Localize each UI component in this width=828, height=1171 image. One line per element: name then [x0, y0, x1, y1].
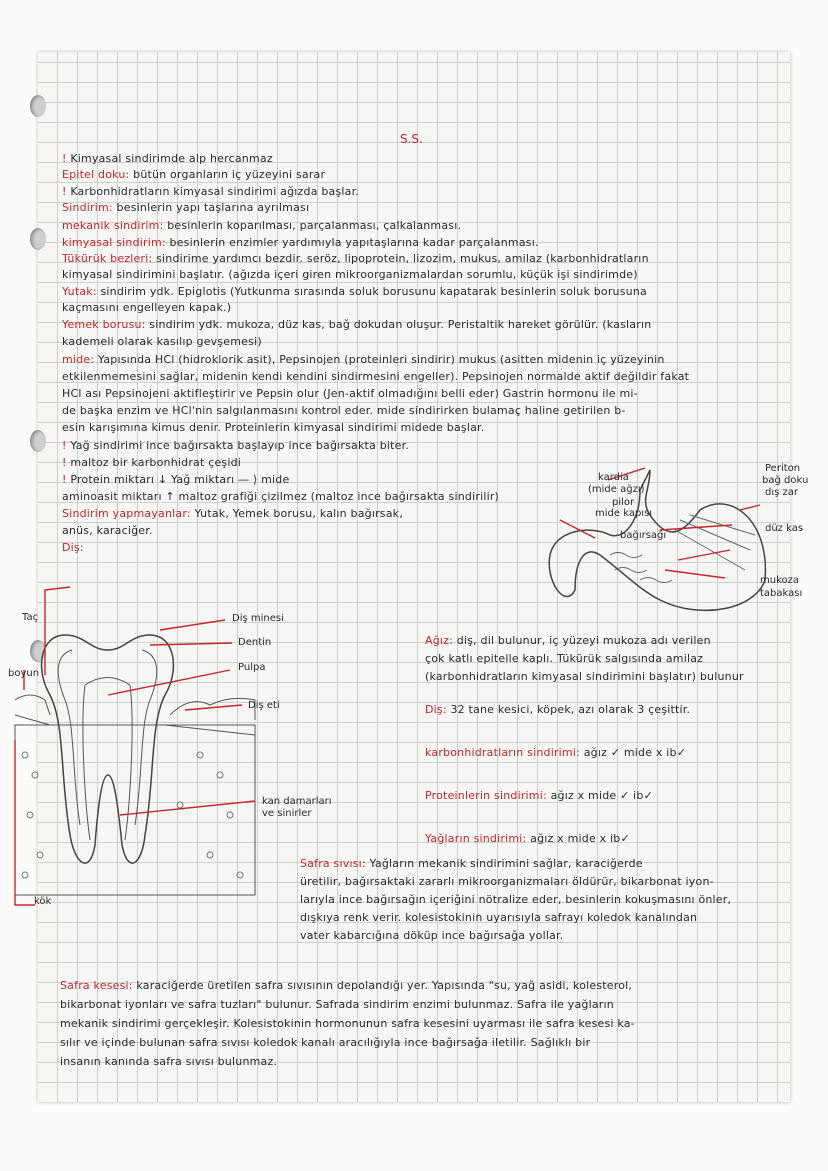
note-text: diş, dil bulunur, iç yüzeyi mukoza adı verilen [453, 634, 711, 647]
note-line [62, 507, 403, 520]
note-text: kademeli olarak kasılıp gevşemesi) [62, 335, 262, 348]
note-text: Yağların mekanik sindirimini sağlar, karaciğerde [365, 857, 643, 870]
term-label: Epitel doku: [62, 168, 130, 181]
tooth-label-pulpa: Pulpa [238, 662, 266, 673]
important-mark: ! [62, 185, 71, 198]
note-line [62, 439, 409, 452]
term-label: Yağların sindirimi: [425, 832, 527, 845]
stomach-label-periton-sub1: bağ doku [762, 475, 809, 486]
tooth-label-kok: kök [34, 896, 52, 907]
note-line [62, 236, 539, 249]
tooth-label-kan: kan damarları [262, 796, 332, 807]
important-mark: ! [62, 152, 71, 165]
note-line [425, 703, 690, 716]
stomach-label-kardia-sub: (mide ağzı) [588, 484, 645, 495]
note-line [62, 301, 231, 314]
note-text: larıyla ince bağırsağın içeriğini nötralize eder, besinlerin kokuşmasını önler, [300, 893, 732, 906]
note-line [60, 1017, 635, 1030]
note-line [62, 268, 638, 281]
term-label: Tükürük bezleri: [62, 252, 153, 265]
term-label: Diş: [425, 703, 447, 716]
term-label: Diş: [62, 541, 84, 554]
note-line [62, 168, 325, 181]
note-line [62, 524, 153, 537]
tooth-label-dentin: Dentin [238, 637, 272, 648]
stomach-label-duz-kas: düz kas [765, 523, 804, 534]
note-line [62, 404, 626, 417]
note-line [300, 893, 731, 906]
note-text: kaçmasını engelleyen kapak.) [62, 301, 232, 314]
note-text: ağız ✓ mide x ib✓ [580, 746, 687, 759]
stomach-label-kardia: kardia [598, 472, 629, 483]
note-line [62, 456, 241, 469]
note-line [62, 387, 638, 400]
tooth-label-mine: Diş minesi [232, 613, 284, 624]
note-line [300, 875, 714, 888]
term-label: Yutak: [62, 285, 97, 298]
note-line [62, 370, 689, 383]
note-text: kimyasal sindirimini başlatır. (ağızda içeri giren mikroorganizmalardan sorumlu, küçük işi sindirimde) [62, 268, 638, 281]
note-line [62, 152, 273, 165]
page-title: S.S. [400, 132, 423, 146]
note-text: mekanik sindirimi gerçekleşir. Kolesistokinin hormonunun safra kesesini uyarması ile safra kesesi ka- [60, 1017, 635, 1030]
note-text: dışkıya renk verir. kolesistokinin uyarısıyla safrayı koledok kanalından [300, 911, 698, 924]
note-text: bütün organların iç yüzeyini sarar [129, 168, 326, 181]
note-text: bikarbonat iyonları ve safra tuzları" bulunur. Safrada sindirim enzimi bulunmaz. Safra ile yağların [60, 998, 614, 1011]
note-text: 32 tane kesici, köpek, azı olarak 3 çeşittir. [446, 703, 691, 716]
note-line [425, 746, 686, 759]
note-text: besinlerin koparılması, parçalanması, çalkalanması. [163, 219, 462, 232]
term-label: karbonhidratların sindirimi: [425, 746, 581, 759]
term-label: Ağız: [425, 634, 454, 647]
note-text: esin karışımına kimus denir. Proteinlerin kimyasal sindirimi midede başlar. [62, 421, 485, 434]
note-text: Protein miktarı ↓ Yağ miktarı — ⟩ mide [70, 473, 290, 486]
binder-hole [30, 95, 46, 117]
note-line [62, 185, 359, 198]
note-text: insanın kanında safra sıvısı bulunmaz. [60, 1055, 278, 1068]
important-mark: ! [62, 456, 71, 469]
note-text: de başka enzim ve HCl'nin salgılanmasını kontrol eder. mide sindirirken bulamaç haline getirilen b- [62, 404, 626, 417]
note-line [60, 1036, 590, 1049]
stomach-label-bagirsak: bağırsağı [620, 530, 667, 541]
note-line [300, 929, 563, 942]
stomach-label-mukoza: mukoza [760, 575, 800, 586]
stomach-label-mukoza-sub: tabakası [760, 588, 803, 599]
note-line [62, 490, 499, 503]
note-text: anüs, karaciğer. [62, 524, 153, 537]
tooth-label-boyun: boyun [8, 668, 40, 679]
note-text: aminoasit miktarı ↑ maltoz grafiği çizilmez (maltoz ince bağırsakta sindirilir) [62, 490, 500, 503]
note-text: vater kabarcığına döküp ince bağırsağa yollar. [300, 929, 564, 942]
note-line [300, 857, 643, 870]
note-text: sindirime yardımcı bezdir. seröz, lipoprotein, lizozim, mukus, amilaz (karbonhidratların [152, 252, 649, 265]
note-line [62, 421, 484, 434]
note-text: sindirim ydk. mukoza, düz kas, bağ dokudan oluşur. Peristaltik hareket görülür. (kasların [145, 318, 652, 331]
note-line [62, 318, 651, 331]
note-text: etkilenmemesini sağlar, midenin kendi kendini sindirmesini engeller). Pepsinojen normalde aktif değildir fakat [62, 370, 690, 383]
note-line [62, 541, 84, 554]
note-text: besinlerin yapı taşlarına ayrılması [112, 201, 310, 214]
note-text: ağız x mide ✓ ib✓ [546, 789, 654, 802]
important-mark: ! [62, 439, 71, 452]
note-text: üretilir, bağırsaktaki zararlı mikroorganizmaları öldürür, bikarbonat iyon- [300, 875, 714, 888]
note-text: Kimyasal sindirimde alp hercanmaz [70, 152, 273, 165]
note-line [62, 219, 461, 232]
tooth-label-kan-sub: ve sinirler [262, 808, 312, 819]
note-line [300, 911, 697, 924]
note-line [60, 998, 614, 1011]
note-line [62, 285, 647, 298]
stomach-label-pilor: pilor [612, 497, 635, 508]
note-line [425, 832, 630, 845]
note-text: Yağ sindirimi ince bağırsakta başlayıp ince bağırsakta biter. [70, 439, 410, 452]
note-line [425, 670, 744, 683]
note-text: maltoz bir karbonhidrat çeşidi [70, 456, 242, 469]
term-label: kimyasal sindirim: [62, 236, 166, 249]
note-text: besinlerin enzimler yardımıyla yapıtaşlarına kadar parçalanması. [165, 236, 539, 249]
important-mark: ! [62, 473, 71, 486]
note-text: ağız x mide x ib✓ [526, 832, 630, 845]
note-text: sindirim ydk. Epiglotis (Yutkunma sırasında soluk borusunu kapatarak besinlerin soluk borusuna [96, 285, 647, 298]
binder-hole [30, 430, 46, 452]
note-line [425, 634, 711, 647]
note-line [62, 201, 309, 214]
term-label: Sindirim yapmayanlar: [62, 507, 191, 520]
note-line [62, 252, 649, 265]
note-text: Yapısında HCl (hidroklorik asit), Pepsinojen (proteinleri sindirir) mukus (asitten midenin iç yüzeyinin [94, 353, 665, 366]
note-line [62, 335, 262, 348]
tooth-diagram [10, 575, 295, 975]
term-label: Proteinlerin sindirimi: [425, 789, 547, 802]
note-text: Karbonhidratların kimyasal sindirimi ağızda başlar. [70, 185, 360, 198]
note-line [60, 979, 632, 992]
note-line [425, 789, 653, 802]
tooth-label-dis-eti: Diş eti [248, 700, 280, 711]
term-label: mekanik sindirim: [62, 219, 164, 232]
note-text: çok katlı epitelle kaplı. Tükürük salgısında amilaz [425, 652, 704, 665]
term-label: Yemek borusu: [62, 318, 146, 331]
stomach-label-periton-sub2: dış zar [765, 487, 799, 498]
term-label: mide: [62, 353, 95, 366]
note-text: karaciğerde üretilen safra sıvısının depolandığı yer. Yapısında "su, yağ asidi, kolesterol, [132, 979, 633, 992]
term-label: Sindirim: [62, 201, 113, 214]
stomach-label-periton: Periton [765, 463, 801, 474]
note-line [425, 652, 703, 665]
binder-hole [30, 228, 46, 250]
term-label: Safra kesesi: [60, 979, 133, 992]
note-text: sılır ve içinde bulunan safra sıvısı koledok kanalı aracılığıyla ince bağırsağa iletilir. Sağlıklı bir [60, 1036, 591, 1049]
note-text: HCl ası Pepsinojeni aktifleştirir ve Pepsin olur (Jen-aktif olmadığını belli eder) Gastrin hormonu ile mi- [62, 387, 638, 400]
stomach-label-pilor-sub: mide kapısı [595, 508, 653, 519]
note-line [60, 1055, 277, 1068]
tooth-label-tac: Taç [22, 612, 39, 623]
note-line [62, 473, 289, 486]
note-text: (karbonhidratların kimyasal sindirimini başlatır) bulunur [425, 670, 744, 683]
term-label: Safra sıvısı: [300, 857, 366, 870]
note-line [62, 353, 665, 366]
note-text: Yutak, Yemek borusu, kalın bağırsak, [190, 507, 403, 520]
